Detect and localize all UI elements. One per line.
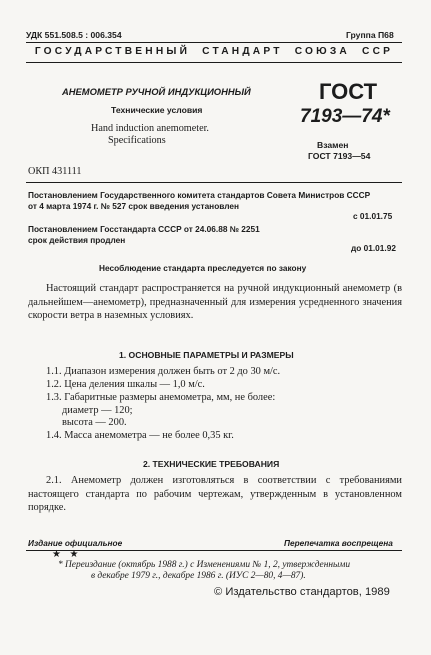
item-text: Диапазон измерения должен быть от 2 до 30 м/с. [64,366,281,377]
official-edition-label: Издание официальное [28,538,123,548]
item-number: 1.2. [46,379,62,390]
gost-number: 7193—74* [300,106,390,127]
title-rule [26,62,402,63]
gost-label: ГОСТ [319,79,378,104]
reprint-prohibited-label: Перепечатка воспрещена [284,538,393,548]
dimension-height: высота — 200. [62,417,127,428]
list-item-1-1 [46,366,280,377]
item-text: Цена деления шкалы — 1,0 м/с. [64,379,205,390]
udk-code: УДК 551.508.5 : 006.354 [26,30,122,40]
list-item-1-3 [46,392,275,403]
standard-name-en-line1: Hand induction anemometer. [91,123,209,134]
okp-rule [26,182,402,183]
item-number: 1.3. [46,392,62,403]
dimension-diameter: диаметр — 120; [62,405,133,416]
decree2-line2: срок действия продлен [28,235,126,245]
stars-ornament: ★ ★ [52,549,82,560]
decree1-line2: от 4 марта 1974 г. № 527 срок введения установлен [28,201,240,211]
item-text: Масса анемометра — не более 0,35 кг. [64,430,234,441]
item-number: 1.4. [46,430,62,441]
standard-name-ru: АНЕМОМЕТР РУЧНОЙ ИНДУКЦИОННЫЙ [62,86,251,97]
item-number: 1.1. [46,366,62,377]
standard-name-en-line2: Specifications [108,135,166,146]
item-text: Габаритные размеры анемометра, мм, не более: [64,392,276,403]
section1-heading: 1. ОСНОВНЫЕ ПАРАМЕТРЫ И РАЗМЕРЫ [119,350,294,360]
intro-paragraph: Настоящий стандарт распространяется на ручной индукционный анемометр (в дальнейшем—анемометр), предназначенный для измерения усредненного значения скорости ветра в наземных условиях. [28,283,402,322]
list-item-1-4 [46,430,234,441]
legal-warning: Несоблюдение стандарта преследуется по закону [99,263,307,273]
standard-title: ГОСУДАРСТВЕННЫЙ СТАНДАРТ СОЮЗА ССР [34,46,394,57]
decree1-line1: Постановлением Государственного комитета стандартов Совета Министров СССР [28,190,371,200]
reissue-note-line1: * Переиздание (октябрь 1988 г.) с Изменениями № 1, 2, утвержденными [58,560,351,570]
footer-rule [26,550,402,551]
replaces-value: ГОСТ 7193—54 [308,151,371,161]
okp-code: ОКП 431111 [28,166,82,177]
decree2-date: до 01.01.92 [351,243,396,253]
replaces-label: Взамен [317,140,349,150]
list-item-1-2 [46,379,205,390]
copyright: © Издательство стандартов, 1989 [214,586,390,598]
decree1-date: с 01.01.75 [353,211,393,221]
decree2-line1: Постановлением Госстандарта СССР от 24.06.88 № 2251 [28,224,260,234]
reissue-note-line2: в декабре 1979 г., декабре 1986 г. (ИУС 2—80, 4—87). [91,571,306,581]
section2-heading: 2. ТЕХНИЧЕСКИЕ ТРЕБОВАНИЯ [143,459,280,469]
section2-paragraph: 2.1. Анемометр должен изготовляться в соответствии с требованиями настоящего стандарта по рабочим чертежам, утвержденным в установленном порядке. [28,475,402,514]
group-code: Группа П68 [346,30,394,40]
top-rule [26,42,402,43]
standard-subtitle-ru: Технические условия [111,105,203,115]
